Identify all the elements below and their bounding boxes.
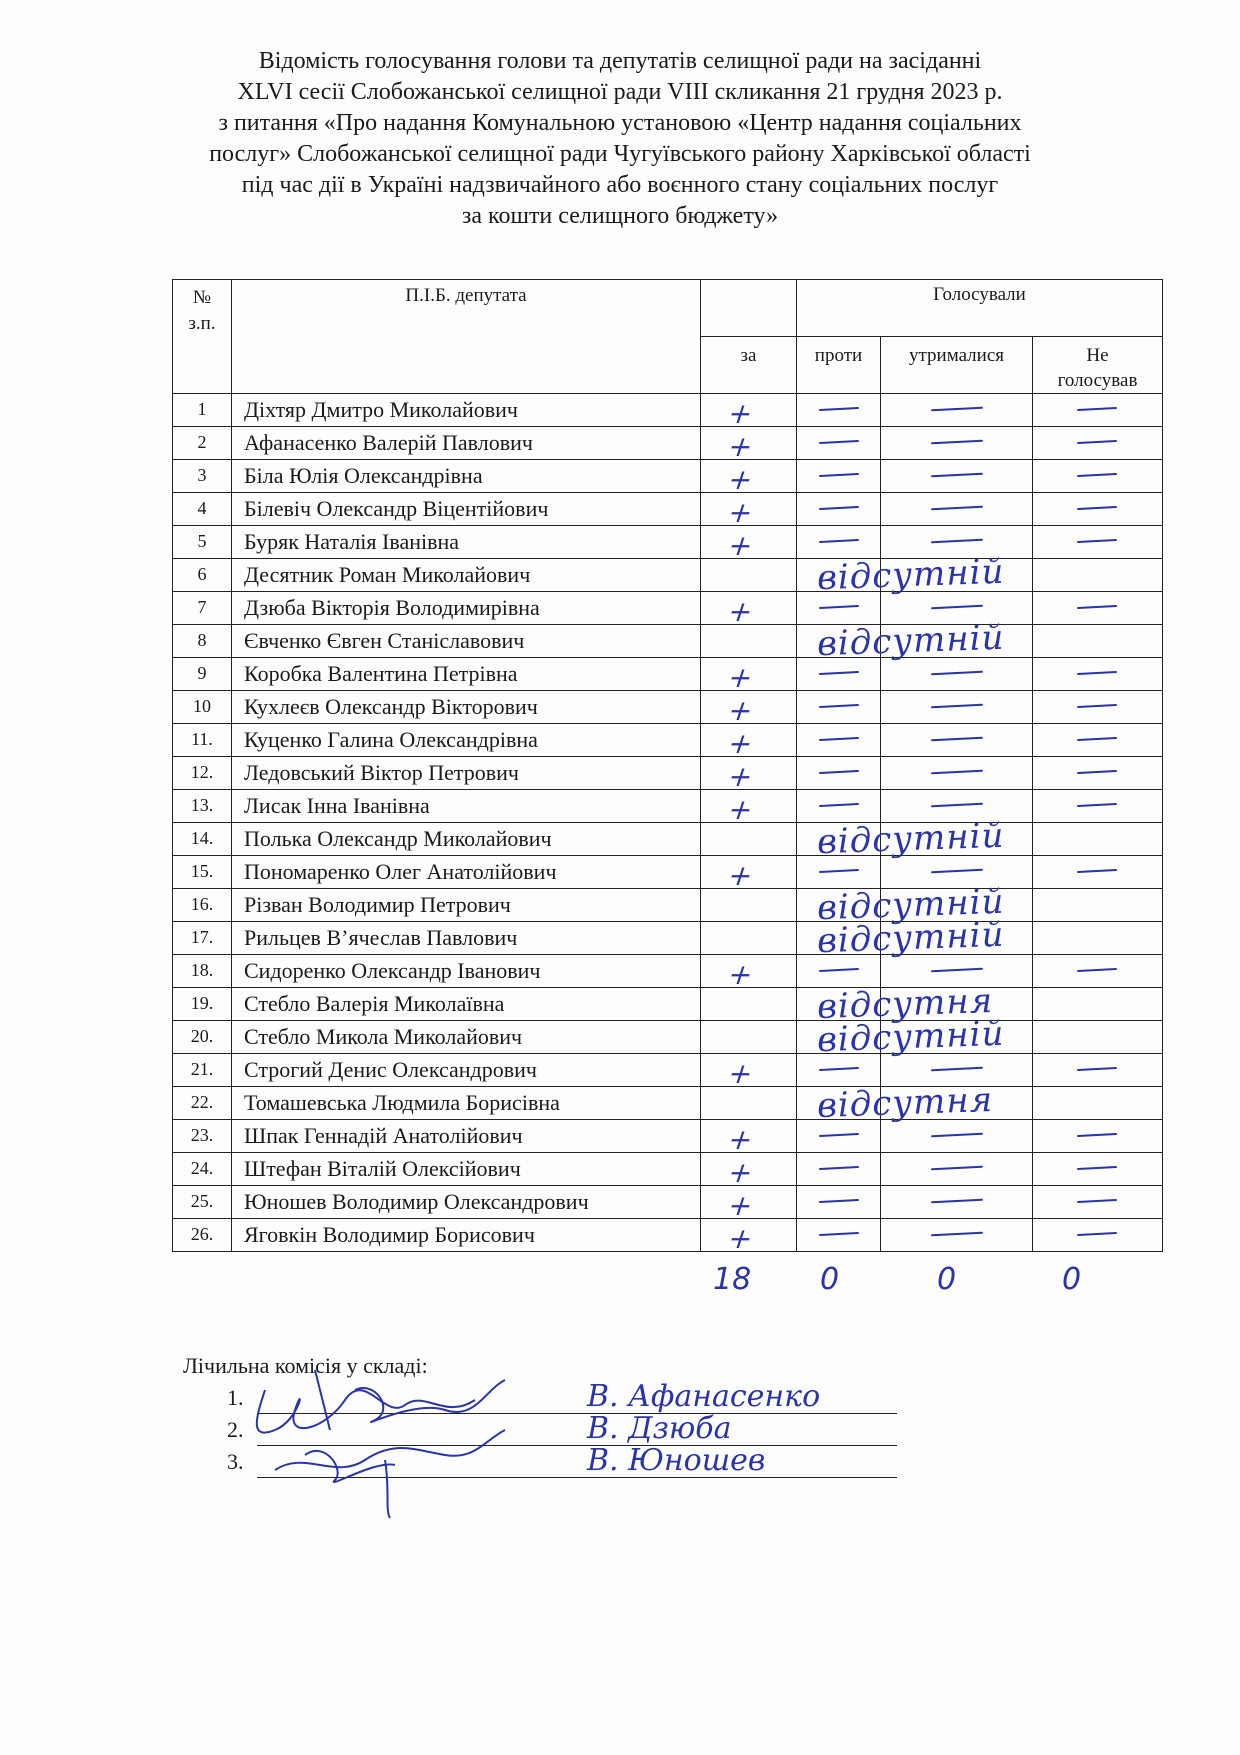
dash-mark-icon bbox=[1077, 1232, 1117, 1236]
vote-cell-za bbox=[701, 724, 797, 760]
commission-member-3: 3. В. Юношев bbox=[227, 1446, 897, 1478]
header-ne-holosuvav: Не голосував bbox=[1033, 337, 1163, 394]
row-number: 18. bbox=[173, 955, 232, 988]
vote-cell-utrymalysia bbox=[881, 394, 1033, 427]
dash-mark-icon bbox=[931, 539, 983, 544]
dash-mark-icon bbox=[931, 1067, 983, 1072]
vote-cell-utrymalysia bbox=[881, 625, 1033, 658]
row-number: 13. bbox=[173, 790, 232, 823]
row-number: 2 bbox=[173, 427, 232, 460]
dash-mark-icon bbox=[819, 803, 859, 807]
deputy-name: Коробка Валентина Петрівна bbox=[232, 658, 701, 691]
vote-cell-ne bbox=[1033, 1120, 1163, 1153]
dash-mark-icon bbox=[1077, 1199, 1117, 1203]
vote-cell-za bbox=[701, 1153, 797, 1189]
dash-mark-icon bbox=[1077, 1133, 1117, 1137]
deputy-name: Ледовський Віктор Петрович bbox=[232, 757, 701, 790]
vote-cell-proty bbox=[797, 914, 1006, 962]
table-row bbox=[173, 460, 1163, 493]
vote-cell-proty bbox=[797, 790, 881, 823]
row-number: 8 bbox=[173, 625, 232, 658]
total-za: 18 bbox=[713, 1262, 752, 1297]
row-number: 15. bbox=[173, 856, 232, 889]
vote-cell-ne bbox=[1033, 394, 1163, 427]
vote-cell-za bbox=[701, 1219, 797, 1255]
vote-cell-za bbox=[701, 625, 797, 658]
dash-mark-icon bbox=[819, 704, 859, 708]
absent-note: відсутня bbox=[816, 980, 994, 1028]
vote-cell-za bbox=[701, 1021, 797, 1054]
dash-mark-icon bbox=[931, 440, 983, 445]
vote-cell-ne bbox=[1033, 1219, 1163, 1252]
vote-cell-proty bbox=[797, 757, 881, 790]
vote-cell-ne bbox=[1033, 922, 1163, 955]
table-row bbox=[173, 526, 1163, 559]
vote-cell-proty bbox=[797, 526, 881, 559]
vote-cell-proty bbox=[797, 617, 1006, 665]
deputy-name: Лисак Інна Іванівна bbox=[232, 790, 701, 823]
deputy-name: Діхтяр Дмитро Миколайович bbox=[232, 394, 701, 427]
dash-mark-icon bbox=[1077, 1067, 1117, 1071]
plus-mark-icon: + bbox=[723, 595, 758, 628]
vote-cell-ne bbox=[1033, 691, 1163, 724]
deputy-name: Дзюба Вікторія Володимирівна bbox=[232, 592, 701, 625]
row-number: 6 bbox=[173, 559, 232, 592]
absent-note: відсутній bbox=[816, 617, 1006, 665]
table-row bbox=[173, 988, 1163, 1021]
vote-cell-proty bbox=[797, 1219, 881, 1252]
dash-mark-icon bbox=[1077, 737, 1117, 741]
vote-cell-ne bbox=[1033, 1054, 1163, 1087]
deputy-name: Євченко Євген Станіславович bbox=[232, 625, 701, 658]
dash-mark-icon bbox=[1077, 803, 1117, 807]
vote-cell-utrymalysia bbox=[881, 1087, 1033, 1120]
header-name: П.І.Б. депутата bbox=[232, 280, 701, 394]
dash-mark-icon bbox=[931, 473, 983, 478]
vote-cell-za bbox=[701, 955, 797, 991]
vote-cell-za bbox=[701, 526, 797, 562]
commission-label: Лічильна комісія у складі: bbox=[183, 1353, 428, 1378]
vote-cell-ne bbox=[1033, 790, 1163, 823]
table-row bbox=[173, 790, 1163, 823]
row-number: 3 bbox=[173, 460, 232, 493]
vote-cell-utrymalysia bbox=[881, 757, 1033, 790]
deputy-name: Рильцев В’ячеслав Павлович bbox=[232, 922, 701, 955]
row-number: 4 bbox=[173, 493, 232, 526]
dash-mark-icon bbox=[931, 671, 983, 676]
dash-mark-icon bbox=[1077, 440, 1117, 444]
absent-note: відсутній bbox=[816, 881, 1006, 929]
signature-name-2: В. Дзюба bbox=[587, 1411, 732, 1446]
deputy-name: Буряк Наталія Іванівна bbox=[232, 526, 701, 559]
row-number: 22. bbox=[173, 1087, 232, 1120]
dash-mark-icon bbox=[1077, 704, 1117, 708]
vote-cell-za bbox=[701, 559, 797, 592]
dash-mark-icon bbox=[931, 605, 983, 610]
deputy-name: Сидоренко Олександр Іванович bbox=[232, 955, 701, 988]
vote-cell-proty bbox=[797, 1120, 881, 1153]
row-number: 1 bbox=[173, 394, 232, 427]
deputy-name: Стебло Микола Миколайович bbox=[232, 1021, 701, 1054]
vote-cell-ne bbox=[1033, 559, 1163, 592]
dash-mark-icon bbox=[931, 803, 983, 808]
row-number: 9 bbox=[173, 658, 232, 691]
vote-cell-za bbox=[701, 1120, 797, 1156]
vote-cell-za bbox=[701, 427, 797, 463]
dash-mark-icon bbox=[1077, 605, 1117, 609]
table-row bbox=[173, 757, 1163, 790]
plus-mark-icon: + bbox=[723, 1156, 758, 1189]
vote-cell-proty bbox=[797, 493, 881, 526]
vote-cell-ne bbox=[1033, 526, 1163, 559]
vote-cell-ne bbox=[1033, 460, 1163, 493]
dash-mark-icon bbox=[819, 473, 859, 477]
vote-cell-proty bbox=[797, 955, 881, 988]
vote-cell-za bbox=[701, 394, 797, 430]
dash-mark-icon bbox=[1077, 473, 1117, 477]
row-number: 10 bbox=[173, 691, 232, 724]
row-number: 26. bbox=[173, 1219, 232, 1252]
table-row bbox=[173, 691, 1163, 724]
dash-mark-icon bbox=[819, 539, 859, 543]
dash-mark-icon bbox=[931, 968, 983, 973]
dash-mark-icon bbox=[819, 440, 859, 444]
table-row bbox=[173, 394, 1163, 427]
dash-mark-icon bbox=[931, 506, 983, 511]
vote-cell-za bbox=[701, 493, 797, 529]
vote-cell-proty bbox=[797, 394, 881, 427]
plus-mark-icon: + bbox=[723, 1057, 758, 1090]
commission-member-2: 2. В. Дзюба bbox=[227, 1414, 897, 1446]
dash-mark-icon bbox=[931, 1166, 983, 1171]
dash-mark-icon bbox=[819, 1232, 859, 1236]
vote-cell-utrymalysia bbox=[881, 460, 1033, 493]
deputy-name: Томашевська Людмила Борисівна bbox=[232, 1087, 701, 1120]
vote-cell-proty bbox=[797, 1013, 1006, 1061]
row-number: 7 bbox=[173, 592, 232, 625]
total-utrymalysia: 0 bbox=[937, 1262, 957, 1297]
deputy-name: Різван Володимир Петрович bbox=[232, 889, 701, 922]
vote-cell-ne bbox=[1033, 823, 1163, 856]
absent-note: відсутній bbox=[816, 1013, 1006, 1061]
vote-cell-ne bbox=[1033, 889, 1163, 922]
dash-mark-icon bbox=[931, 770, 983, 775]
vote-cell-za bbox=[701, 856, 797, 892]
vote-cell-utrymalysia bbox=[881, 823, 1033, 856]
deputy-name: Юношев Володимир Олександрович bbox=[232, 1186, 701, 1219]
plus-mark-icon: + bbox=[723, 1123, 758, 1156]
table-row bbox=[173, 1153, 1163, 1186]
document-title bbox=[150, 46, 1090, 232]
plus-mark-icon: + bbox=[723, 694, 758, 727]
deputy-name: Шпак Геннадій Анатолійович bbox=[232, 1120, 701, 1153]
plus-mark-icon: + bbox=[723, 430, 758, 463]
table-row bbox=[173, 658, 1163, 691]
vote-cell-ne bbox=[1033, 856, 1163, 889]
vote-cell-utrymalysia bbox=[881, 427, 1033, 460]
vote-cell-ne bbox=[1033, 988, 1163, 1021]
vote-cell-utrymalysia bbox=[881, 691, 1033, 724]
row-number: 21. bbox=[173, 1054, 232, 1087]
title-line-1: Відомість голосування голови та депутатів селищної ради на засіданні bbox=[258, 48, 982, 74]
row-number: 20. bbox=[173, 1021, 232, 1054]
vote-cell-utrymalysia bbox=[881, 493, 1033, 526]
vote-cell-ne bbox=[1033, 592, 1163, 625]
dash-mark-icon bbox=[1077, 407, 1117, 411]
deputy-name: Пономаренко Олег Анатолійович bbox=[232, 856, 701, 889]
header-utrymalysia: утрималися bbox=[881, 337, 1033, 394]
absent-note: відсутній bbox=[816, 551, 1006, 599]
vote-cell-utrymalysia bbox=[881, 922, 1033, 955]
vote-cell-ne bbox=[1033, 427, 1163, 460]
table-row bbox=[173, 955, 1163, 988]
table-row bbox=[173, 1186, 1163, 1219]
title-line-4: послуг» Слобожанської селищної ради Чугуївського району Харківської області bbox=[209, 141, 1031, 167]
dash-mark-icon bbox=[1077, 506, 1117, 510]
vote-cell-ne bbox=[1033, 757, 1163, 790]
absent-note: відсутня bbox=[816, 1079, 994, 1127]
table-row bbox=[173, 889, 1163, 922]
dash-mark-icon bbox=[819, 671, 859, 675]
absent-note: відсутній bbox=[816, 914, 1006, 962]
vote-cell-proty bbox=[797, 691, 881, 724]
vote-cell-za bbox=[701, 691, 797, 727]
table-row bbox=[173, 1219, 1163, 1252]
dash-mark-icon bbox=[931, 1199, 983, 1204]
vote-cell-za bbox=[701, 1087, 797, 1120]
dash-mark-icon bbox=[819, 1166, 859, 1170]
table-row bbox=[173, 1087, 1163, 1120]
handwritten-signatures bbox=[245, 1360, 575, 1520]
vote-cell-za bbox=[701, 922, 797, 955]
vote-cell-ne bbox=[1033, 1021, 1163, 1054]
voting-table bbox=[172, 279, 1163, 1255]
plus-mark-icon: + bbox=[723, 1222, 758, 1255]
vote-cell-za bbox=[701, 1054, 797, 1090]
vote-cell-proty bbox=[797, 815, 1006, 863]
vote-cell-ne bbox=[1033, 1087, 1163, 1120]
vote-cell-proty bbox=[797, 658, 881, 691]
vote-cell-za bbox=[701, 757, 797, 793]
table-body bbox=[173, 394, 1163, 1255]
vote-cell-utrymalysia bbox=[881, 1186, 1033, 1219]
vote-cell-za bbox=[701, 790, 797, 826]
vote-cell-proty bbox=[797, 724, 881, 757]
deputy-name: Куценко Галина Олександрівна bbox=[232, 724, 701, 757]
absent-note: відсутній bbox=[816, 815, 1006, 863]
vote-cell-ne bbox=[1033, 658, 1163, 691]
dash-mark-icon bbox=[819, 869, 859, 873]
vote-cell-proty bbox=[797, 980, 994, 1028]
vote-cell-utrymalysia bbox=[881, 559, 1033, 592]
table-row bbox=[173, 427, 1163, 460]
table-row bbox=[173, 1120, 1163, 1153]
title-line-2: XLVI сесії Слобожанської селищної ради VIII скликання 21 грудня 2023 р. bbox=[237, 79, 1003, 105]
dash-mark-icon bbox=[819, 1133, 859, 1137]
vote-cell-ne bbox=[1033, 1153, 1163, 1186]
vote-cell-utrymalysia bbox=[881, 1021, 1033, 1054]
row-number: 12. bbox=[173, 757, 232, 790]
deputy-name: Біла Юлія Олександрівна bbox=[232, 460, 701, 493]
table-row bbox=[173, 592, 1163, 625]
plus-mark-icon: + bbox=[723, 661, 758, 694]
deputy-name: Кухлеєв Олександр Вікторович bbox=[232, 691, 701, 724]
commission-member-1: 1. В. Афанасенко bbox=[227, 1382, 897, 1414]
vote-cell-proty bbox=[797, 856, 881, 889]
row-number: 14. bbox=[173, 823, 232, 856]
header-number: № з.п. bbox=[173, 280, 232, 394]
dash-mark-icon bbox=[819, 605, 859, 609]
deputy-name: Стебло Валерія Миколаївна bbox=[232, 988, 701, 1021]
table-row bbox=[173, 856, 1163, 889]
vote-cell-ne bbox=[1033, 1186, 1163, 1219]
total-proty: 0 bbox=[820, 1262, 840, 1297]
dash-mark-icon bbox=[931, 1232, 983, 1237]
dash-mark-icon bbox=[819, 770, 859, 774]
vote-cell-proty bbox=[797, 592, 881, 625]
plus-mark-icon: + bbox=[723, 727, 758, 760]
vote-cell-proty bbox=[797, 460, 881, 493]
deputy-name: Полька Олександр Миколайович bbox=[232, 823, 701, 856]
deputy-name: Афанасенко Валерій Павлович bbox=[232, 427, 701, 460]
title-line-5: під час дії в Україні надзвичайного або воєнного стану соціальних послуг bbox=[241, 172, 999, 198]
table-row bbox=[173, 1054, 1163, 1087]
vote-cell-za bbox=[701, 889, 797, 922]
table-row bbox=[173, 922, 1163, 955]
table-row bbox=[173, 724, 1163, 757]
vote-cell-utrymalysia bbox=[881, 1153, 1033, 1186]
title-line-3: з питання «Про надання Комунальною установою «Центр надання соціальних bbox=[218, 110, 1022, 136]
header-voted: Голосували bbox=[797, 280, 1163, 337]
vote-cell-proty bbox=[797, 551, 1006, 599]
vote-cell-ne bbox=[1033, 493, 1163, 526]
vote-cell-ne bbox=[1033, 955, 1163, 988]
dash-mark-icon bbox=[819, 968, 859, 972]
table-row bbox=[173, 1021, 1163, 1054]
plus-mark-icon: + bbox=[723, 397, 758, 430]
plus-mark-icon: + bbox=[723, 793, 758, 826]
vote-cell-proty bbox=[797, 1153, 881, 1186]
dash-mark-icon bbox=[1077, 869, 1117, 873]
plus-mark-icon: + bbox=[723, 529, 758, 562]
vote-cell-proty bbox=[797, 1079, 994, 1127]
dash-mark-icon bbox=[819, 1199, 859, 1203]
vote-cell-za bbox=[701, 823, 797, 856]
table-row bbox=[173, 559, 1163, 592]
table-row bbox=[173, 493, 1163, 526]
plus-mark-icon: + bbox=[723, 1189, 758, 1222]
vote-cell-za bbox=[701, 460, 797, 496]
vote-cell-utrymalysia bbox=[881, 658, 1033, 691]
dash-mark-icon bbox=[819, 506, 859, 510]
dash-mark-icon bbox=[1077, 968, 1117, 972]
dash-mark-icon bbox=[819, 1067, 859, 1071]
dash-mark-icon bbox=[1077, 671, 1117, 675]
dash-mark-icon bbox=[931, 407, 983, 412]
dash-mark-icon bbox=[819, 407, 859, 411]
vote-cell-utrymalysia bbox=[881, 1120, 1033, 1153]
vote-cell-za bbox=[701, 592, 797, 628]
deputy-name: Десятник Роман Миколайович bbox=[232, 559, 701, 592]
row-number: 23. bbox=[173, 1120, 232, 1153]
vote-cell-utrymalysia bbox=[881, 724, 1033, 757]
row-number: 11. bbox=[173, 724, 232, 757]
plus-mark-icon: + bbox=[723, 463, 758, 496]
dash-mark-icon bbox=[1077, 539, 1117, 543]
vote-cell-za bbox=[701, 1186, 797, 1222]
header-proty: проти bbox=[797, 337, 881, 394]
deputy-name: Яговкін Володимир Борисович bbox=[232, 1219, 701, 1252]
row-number: 17. bbox=[173, 922, 232, 955]
deputy-name: Білевіч Олександр Віцентійович bbox=[232, 493, 701, 526]
vote-cell-utrymalysia bbox=[881, 1219, 1033, 1252]
dash-mark-icon bbox=[819, 737, 859, 741]
vote-cell-proty bbox=[797, 881, 1006, 929]
header-za: за bbox=[701, 337, 797, 394]
vote-cell-ne bbox=[1033, 724, 1163, 757]
dash-mark-icon bbox=[931, 737, 983, 742]
dash-mark-icon bbox=[931, 869, 983, 874]
total-ne-holosuvav: 0 bbox=[1062, 1262, 1082, 1297]
dash-mark-icon bbox=[1077, 770, 1117, 774]
plus-mark-icon: + bbox=[723, 958, 758, 991]
vote-cell-proty bbox=[797, 427, 881, 460]
title-line-6: за кошти селищного бюджету» bbox=[461, 203, 779, 229]
deputy-name: Строгий Денис Олександрович bbox=[232, 1054, 701, 1087]
plus-mark-icon: + bbox=[723, 859, 758, 892]
plus-mark-icon: + bbox=[723, 496, 758, 529]
row-number: 16. bbox=[173, 889, 232, 922]
row-number: 19. bbox=[173, 988, 232, 1021]
signature-name-3: В. Юношев bbox=[587, 1443, 766, 1478]
table-row bbox=[173, 823, 1163, 856]
deputy-name: Штефан Віталій Олексійович bbox=[232, 1153, 701, 1186]
vote-cell-za bbox=[701, 988, 797, 1021]
dash-mark-icon bbox=[931, 704, 983, 709]
table-row bbox=[173, 625, 1163, 658]
row-number: 24. bbox=[173, 1153, 232, 1186]
vote-cell-za bbox=[701, 658, 797, 694]
vote-cell-ne bbox=[1033, 625, 1163, 658]
dash-mark-icon bbox=[931, 1133, 983, 1138]
vote-cell-proty bbox=[797, 1054, 881, 1087]
vote-cell-proty bbox=[797, 1186, 881, 1219]
row-number: 25. bbox=[173, 1186, 232, 1219]
row-number: 5 bbox=[173, 526, 232, 559]
plus-mark-icon: + bbox=[723, 760, 758, 793]
signature-name-1: В. Афанасенко bbox=[587, 1379, 821, 1414]
dash-mark-icon bbox=[1077, 1166, 1117, 1170]
